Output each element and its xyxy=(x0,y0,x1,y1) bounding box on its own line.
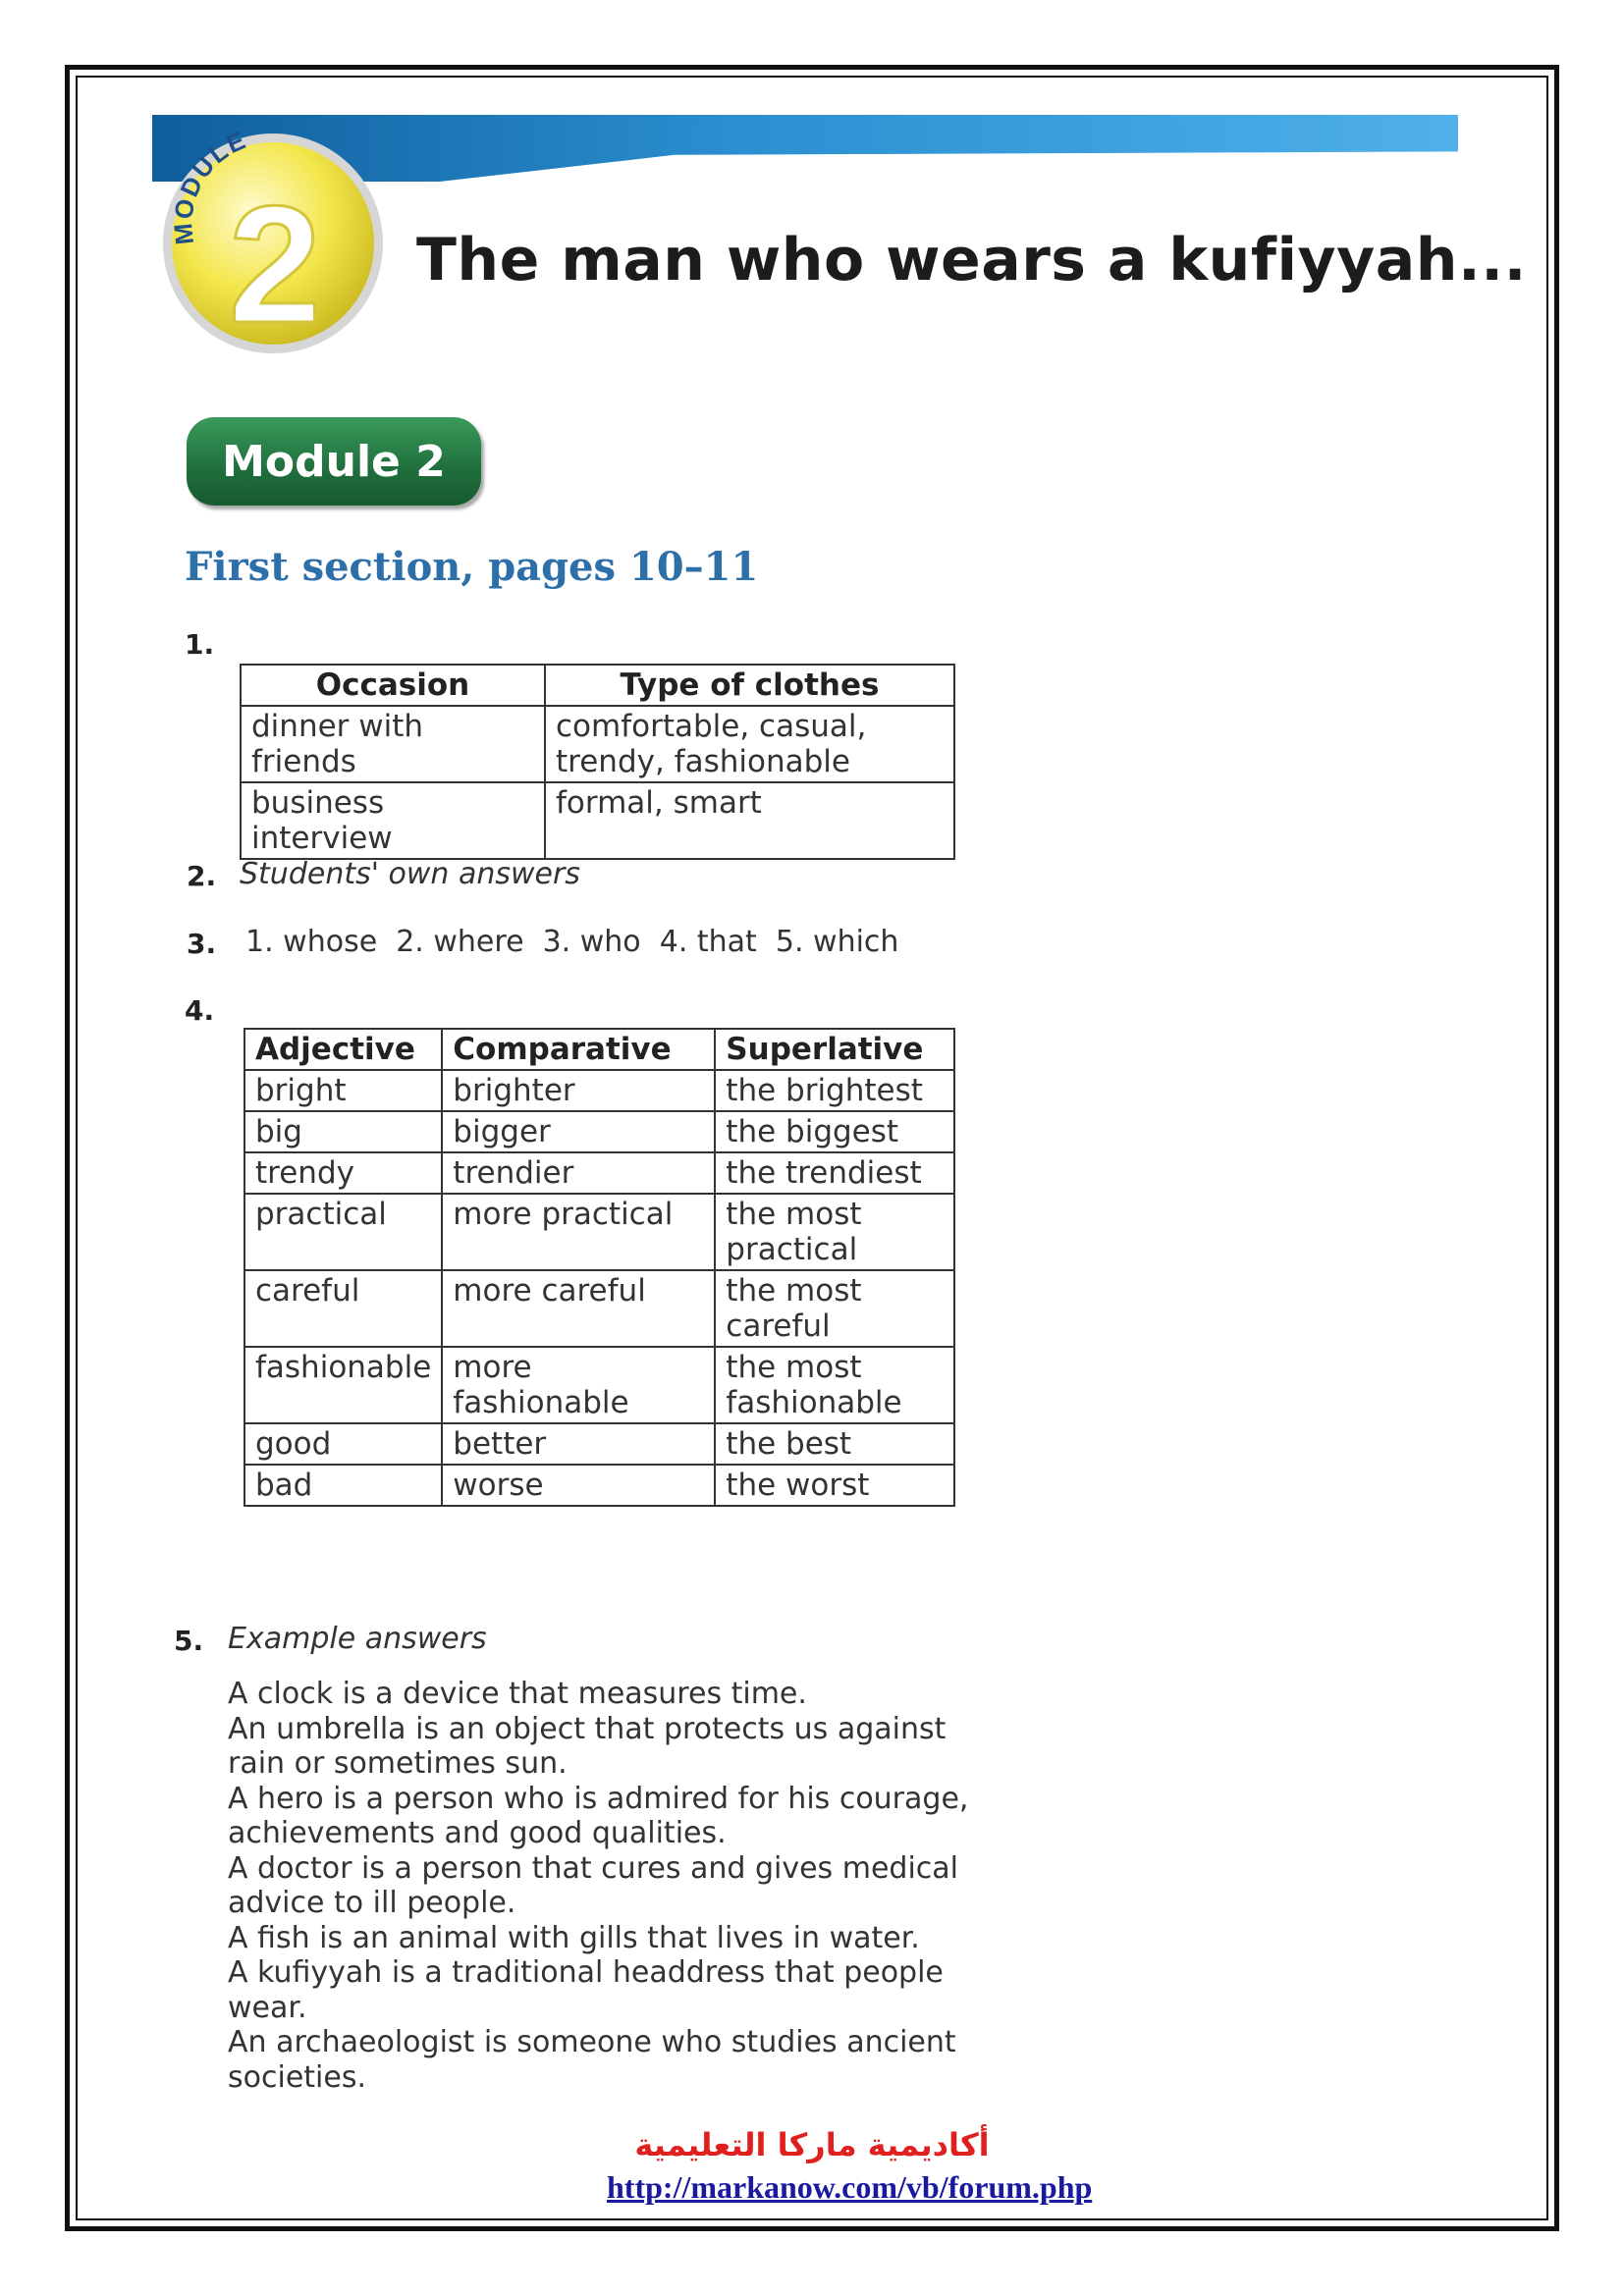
badge-arc-text: MODULE xyxy=(167,126,251,246)
badge-number: 2 xyxy=(228,172,322,358)
table-cell: formal, smart xyxy=(545,782,954,859)
table-cell: trendier xyxy=(442,1152,715,1194)
table-cell: the best xyxy=(715,1423,954,1465)
table-cell: big xyxy=(244,1111,442,1152)
table-cell: bright xyxy=(244,1070,442,1111)
adjective-comparison-table xyxy=(244,1028,955,1507)
example-line: advice to ill people. xyxy=(228,1886,516,1920)
table-row xyxy=(244,1270,954,1347)
header-adjective: Adjective xyxy=(244,1029,442,1070)
table-row xyxy=(241,782,954,859)
exercise-4-number: 4. xyxy=(185,994,215,1027)
table-cell: dinner with friends xyxy=(241,706,545,782)
example-answers xyxy=(228,1677,968,2095)
table-row xyxy=(244,1111,954,1152)
example-line: rain or sometimes sun. xyxy=(228,1746,568,1781)
table-cell: bigger xyxy=(442,1111,715,1152)
example-line: societies. xyxy=(228,2059,366,2095)
table-cell: more practical xyxy=(442,1194,715,1270)
table-cell: the most careful xyxy=(715,1270,954,1347)
table-header-row xyxy=(244,1029,954,1070)
header-comparative: Comparative xyxy=(442,1029,715,1070)
table-cell: business interview xyxy=(241,782,545,859)
table-cell: worse xyxy=(442,1465,715,1506)
exercise-3-number: 3. xyxy=(187,928,217,960)
example-line: achievements and good qualities. xyxy=(228,1816,727,1850)
footer-forum-link[interactable]: http://markanow.com/vb/forum.php xyxy=(607,2169,1093,2205)
table-row xyxy=(244,1465,954,1506)
example-line: An archaeologist is someone who studies ancient xyxy=(228,2025,956,2059)
exercise-2-number: 2. xyxy=(187,860,217,892)
table-cell: trendy xyxy=(244,1152,442,1194)
header-type-of-clothes: Type of clothes xyxy=(545,665,954,706)
table-cell: the worst xyxy=(715,1465,954,1506)
table-cell: careful xyxy=(244,1270,442,1347)
table-row xyxy=(244,1423,954,1465)
exercise-2-answer: Students' own answers xyxy=(240,857,580,891)
table-cell: practical xyxy=(244,1194,442,1270)
table-row xyxy=(244,1070,954,1111)
table-header-row xyxy=(241,665,954,706)
table-cell: the brightest xyxy=(715,1070,954,1111)
table-cell: more fashionable xyxy=(442,1347,715,1423)
table-cell: the trendiest xyxy=(715,1152,954,1194)
table-cell: the biggest xyxy=(715,1111,954,1152)
example-line: An umbrella is an object that protects us against xyxy=(228,1711,947,1746)
table-cell: better xyxy=(442,1423,715,1465)
table-row xyxy=(241,706,954,782)
table-row xyxy=(244,1194,954,1270)
footer-arabic-text: أكاديمية ماركا التعليمية xyxy=(634,2126,990,2163)
table-row xyxy=(244,1347,954,1423)
table-row xyxy=(244,1152,954,1194)
table-cell: the most fashionable xyxy=(715,1347,954,1423)
exercise-5-number: 5. xyxy=(174,1625,204,1657)
exercise-1-number: 1. xyxy=(185,628,215,661)
module-label-badge: Module 2 xyxy=(187,417,481,506)
example-line: A clock is a device that measures time. xyxy=(228,1677,807,1711)
example-line: A doctor is a person that cures and gives medical xyxy=(228,1850,958,1886)
table-cell: good xyxy=(244,1423,442,1465)
table-cell: fashionable xyxy=(244,1347,442,1423)
table-cell: brighter xyxy=(442,1070,715,1111)
section-heading: First section, pages 10–11 xyxy=(185,544,759,590)
example-line: A hero is a person who is admired for his courage, xyxy=(228,1781,969,1816)
example-line: wear. xyxy=(228,1990,307,2025)
exercise-5-label: Example answers xyxy=(228,1622,487,1656)
module-badge-icon xyxy=(155,126,391,361)
table-cell: comfortable, casual, trendy, fashionable xyxy=(545,706,954,782)
header-superlative: Superlative xyxy=(715,1029,954,1070)
example-line: A fish is an animal with gills that lives in water. xyxy=(228,1920,920,1955)
page-title: The man who wears a kufiyyah... xyxy=(416,226,1527,294)
table-cell: the most practical xyxy=(715,1194,954,1270)
header-occasion: Occasion xyxy=(241,665,545,706)
table-cell: more careful xyxy=(442,1270,715,1347)
table-cell: bad xyxy=(244,1465,442,1506)
occasion-clothes-table xyxy=(240,664,955,860)
example-line: A kufiyyah is a traditional headdress that people xyxy=(228,1955,944,1990)
exercise-3-answer: 1. whose 2. where 3. who 4. that 5. which xyxy=(245,925,899,959)
